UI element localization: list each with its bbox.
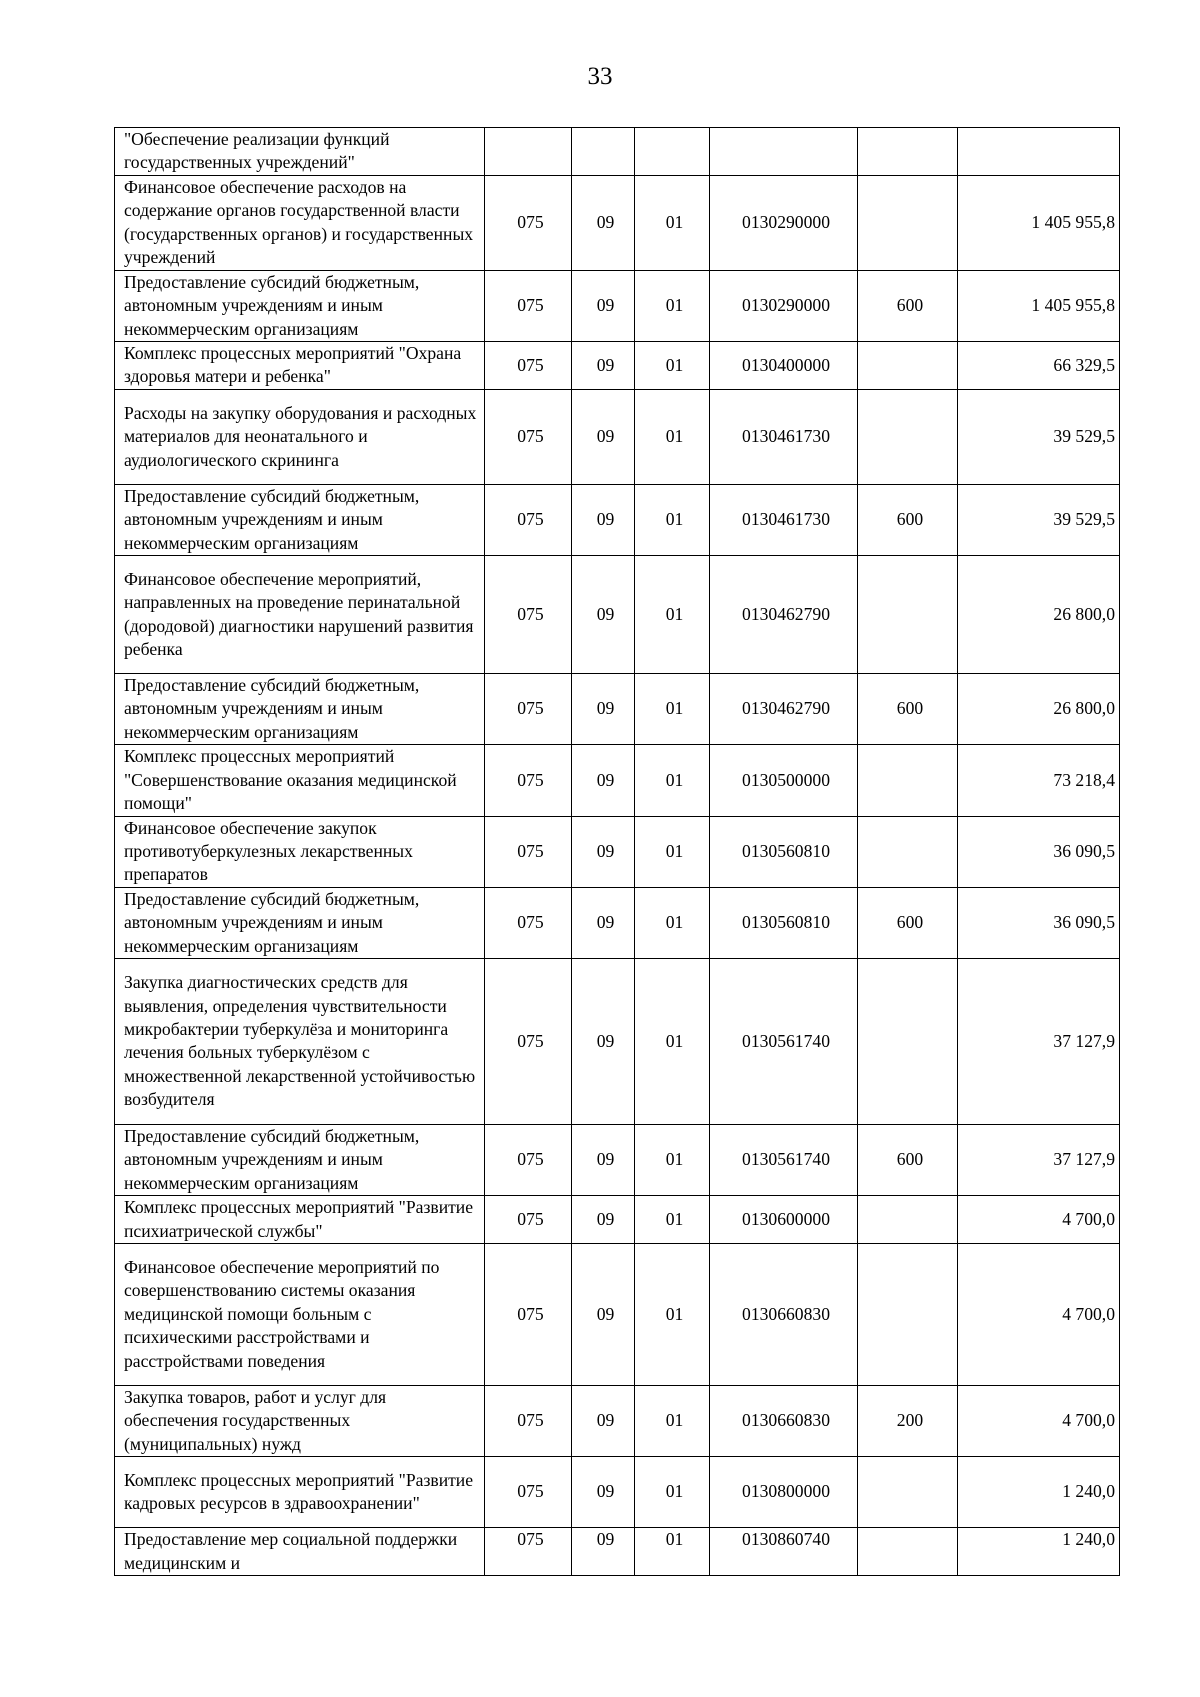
cell-pr: 01 — [635, 175, 710, 270]
cell-name: Комплекс процессных мероприятий "Развитие психиатрической службы" — [115, 1196, 485, 1244]
cell-sum: 1 240,0 — [958, 1457, 1120, 1528]
cell-sum: 1 405 955,8 — [958, 270, 1120, 341]
cell-sum: 1 405 955,8 — [958, 175, 1120, 270]
cell-sum: 39 529,5 — [958, 389, 1120, 484]
cell-pr: 01 — [635, 1124, 710, 1195]
cell-csr: 0130600000 — [710, 1196, 858, 1244]
cell-name: Расходы на закупку оборудования и расходных материалов для неонатального и аудиологического скрининга — [115, 389, 485, 484]
cell-name: Финансовое обеспечение мероприятий, направленных на проведение перинатальной (дородовой) диагностики нарушений развития ребенка — [115, 556, 485, 674]
page-number: 33 — [587, 63, 613, 90]
cell-pr: 01 — [635, 270, 710, 341]
cell-name: Предоставление субсидий бюджетным, автономным учреждениям и иным некоммерческим организациям — [115, 1124, 485, 1195]
table-row — [115, 1124, 1120, 1195]
cell-sum: 73 218,4 — [958, 745, 1120, 816]
cell-rz: 09 — [572, 175, 635, 270]
cell-rz: 09 — [572, 745, 635, 816]
cell-pr: 01 — [635, 342, 710, 390]
cell-ved: 075 — [485, 389, 572, 484]
cell-csr: 0130400000 — [710, 342, 858, 390]
cell-sum: 4 700,0 — [958, 1385, 1120, 1456]
cell-sum: 39 529,5 — [958, 484, 1120, 555]
cell-rz: 09 — [572, 1457, 635, 1528]
cell-name: Финансовое обеспечение расходов на содержание органов государственной власти (государственных органов) и государственных учреждений — [115, 175, 485, 270]
table-row — [115, 1385, 1120, 1456]
table-row — [115, 128, 1120, 176]
cell-sum: 37 127,9 — [958, 958, 1120, 1124]
cell-pr: 01 — [635, 1457, 710, 1528]
cell-vr: 600 — [858, 270, 958, 341]
cell-ved: 075 — [485, 1385, 572, 1456]
table-row — [115, 484, 1120, 555]
cell-ved: 075 — [485, 674, 572, 745]
cell-vr — [858, 389, 958, 484]
cell-vr — [858, 816, 958, 887]
cell-sum: 36 090,5 — [958, 816, 1120, 887]
cell-rz: 09 — [572, 816, 635, 887]
cell-csr: 0130290000 — [710, 175, 858, 270]
cell-ved: 075 — [485, 342, 572, 390]
cell-pr: 01 — [635, 389, 710, 484]
cell-ved: 075 — [485, 556, 572, 674]
table-row — [115, 389, 1120, 484]
cell-ved: 075 — [485, 270, 572, 341]
cell-name: Финансовое обеспечение мероприятий по совершенствованию системы оказания медицинской помощи больным с психическими расстройствами и расстройствами поведения — [115, 1243, 485, 1385]
cell-rz: 09 — [572, 1243, 635, 1385]
cell-name: Предоставление субсидий бюджетным, автономным учреждениям и иным некоммерческим организациям — [115, 674, 485, 745]
cell-vr — [858, 1196, 958, 1244]
cell-csr: 0130462790 — [710, 674, 858, 745]
cell-pr: 01 — [635, 745, 710, 816]
cell-sum — [958, 128, 1120, 176]
cell-name: Комплекс процессных мероприятий "Совершенствование оказания медицинской помощи" — [115, 745, 485, 816]
cell-vr — [858, 958, 958, 1124]
cell-csr — [710, 128, 858, 176]
cell-pr: 01 — [635, 1243, 710, 1385]
cell-sum: 36 090,5 — [958, 887, 1120, 958]
cell-pr: 01 — [635, 816, 710, 887]
cell-ved: 075 — [485, 1196, 572, 1244]
table-row — [115, 342, 1120, 390]
cell-vr — [858, 1243, 958, 1385]
cell-ved: 075 — [485, 1528, 572, 1576]
cell-rz: 09 — [572, 958, 635, 1124]
cell-vr — [858, 175, 958, 270]
table-row — [115, 1243, 1120, 1385]
table-row — [115, 958, 1120, 1124]
cell-name: Предоставление субсидий бюджетным, автономным учреждениям и иным некоммерческим организациям — [115, 484, 485, 555]
cell-csr: 0130560810 — [710, 887, 858, 958]
cell-pr — [635, 128, 710, 176]
cell-sum: 1 240,0 — [958, 1528, 1120, 1576]
table-row — [115, 556, 1120, 674]
cell-sum: 26 800,0 — [958, 674, 1120, 745]
cell-csr: 0130660830 — [710, 1385, 858, 1456]
cell-pr: 01 — [635, 1196, 710, 1244]
cell-sum: 37 127,9 — [958, 1124, 1120, 1195]
cell-vr — [858, 556, 958, 674]
table-row — [115, 674, 1120, 745]
cell-rz: 09 — [572, 887, 635, 958]
cell-csr: 0130561740 — [710, 1124, 858, 1195]
cell-sum: 66 329,5 — [958, 342, 1120, 390]
cell-csr: 0130561740 — [710, 958, 858, 1124]
cell-csr: 0130290000 — [710, 270, 858, 341]
cell-pr: 01 — [635, 556, 710, 674]
table-row — [115, 887, 1120, 958]
cell-vr — [858, 1528, 958, 1576]
cell-rz: 09 — [572, 556, 635, 674]
cell-rz: 09 — [572, 1196, 635, 1244]
cell-pr: 01 — [635, 1385, 710, 1456]
cell-vr: 600 — [858, 484, 958, 555]
cell-vr: 200 — [858, 1385, 958, 1456]
cell-rz: 09 — [572, 389, 635, 484]
table-row — [115, 745, 1120, 816]
cell-pr: 01 — [635, 674, 710, 745]
table-row — [115, 1528, 1120, 1576]
cell-csr: 0130560810 — [710, 816, 858, 887]
cell-csr: 0130860740 — [710, 1528, 858, 1576]
cell-csr: 0130461730 — [710, 389, 858, 484]
cell-sum: 4 700,0 — [958, 1196, 1120, 1244]
table-row — [115, 270, 1120, 341]
cell-rz: 09 — [572, 674, 635, 745]
cell-ved: 075 — [485, 816, 572, 887]
cell-csr: 0130660830 — [710, 1243, 858, 1385]
cell-rz: 09 — [572, 1528, 635, 1576]
cell-vr — [858, 745, 958, 816]
cell-sum: 4 700,0 — [958, 1243, 1120, 1385]
cell-ved: 075 — [485, 1243, 572, 1385]
cell-csr: 0130462790 — [710, 556, 858, 674]
cell-ved: 075 — [485, 484, 572, 555]
cell-vr: 600 — [858, 674, 958, 745]
table-row — [115, 1457, 1120, 1528]
cell-name: Закупка товаров, работ и услуг для обеспечения государственных (муниципальных) нужд — [115, 1385, 485, 1456]
cell-name: Комплекс процессных мероприятий "Охрана здоровья матери и ребенка" — [115, 342, 485, 390]
cell-rz: 09 — [572, 1385, 635, 1456]
cell-rz: 09 — [572, 1124, 635, 1195]
cell-ved: 075 — [485, 175, 572, 270]
cell-name: Финансовое обеспечение закупок противотуберкулезных лекарственных препаратов — [115, 816, 485, 887]
cell-ved: 075 — [485, 958, 572, 1124]
cell-rz — [572, 128, 635, 176]
cell-csr: 0130500000 — [710, 745, 858, 816]
cell-pr: 01 — [635, 958, 710, 1124]
cell-rz: 09 — [572, 484, 635, 555]
table-row — [115, 816, 1120, 887]
cell-ved: 075 — [485, 887, 572, 958]
cell-rz: 09 — [572, 342, 635, 390]
cell-vr — [858, 128, 958, 176]
cell-name: Предоставление мер социальной поддержки медицинским и — [115, 1528, 485, 1576]
cell-name: Предоставление субсидий бюджетным, автономным учреждениям и иным некоммерческим организациям — [115, 270, 485, 341]
cell-pr: 01 — [635, 484, 710, 555]
cell-ved: 075 — [485, 1124, 572, 1195]
cell-vr: 600 — [858, 1124, 958, 1195]
cell-vr — [858, 342, 958, 390]
cell-pr: 01 — [635, 1528, 710, 1576]
cell-name: Предоставление субсидий бюджетным, автономным учреждениям и иным некоммерческим организациям — [115, 887, 485, 958]
cell-ved: 075 — [485, 745, 572, 816]
table-row — [115, 175, 1120, 270]
cell-csr: 0130461730 — [710, 484, 858, 555]
table-row — [115, 1196, 1120, 1244]
cell-rz: 09 — [572, 270, 635, 341]
cell-vr — [858, 1457, 958, 1528]
cell-pr: 01 — [635, 887, 710, 958]
budget-table — [114, 127, 1120, 1576]
cell-name: Комплекс процессных мероприятий "Развитие кадровых ресурсов в здравоохранении" — [115, 1457, 485, 1528]
cell-vr: 600 — [858, 887, 958, 958]
cell-sum: 26 800,0 — [958, 556, 1120, 674]
cell-ved — [485, 128, 572, 176]
cell-csr: 0130800000 — [710, 1457, 858, 1528]
cell-name: Закупка диагностических средств для выявления, определения чувствительности микробактерии туберкулёза и мониторинга лечения больных туберкулёзом с множественной лекарственной устойчивостью возбудителя — [115, 958, 485, 1124]
cell-name: "Обеспечение реализации функций государственных учреждений" — [115, 128, 485, 176]
cell-ved: 075 — [485, 1457, 572, 1528]
